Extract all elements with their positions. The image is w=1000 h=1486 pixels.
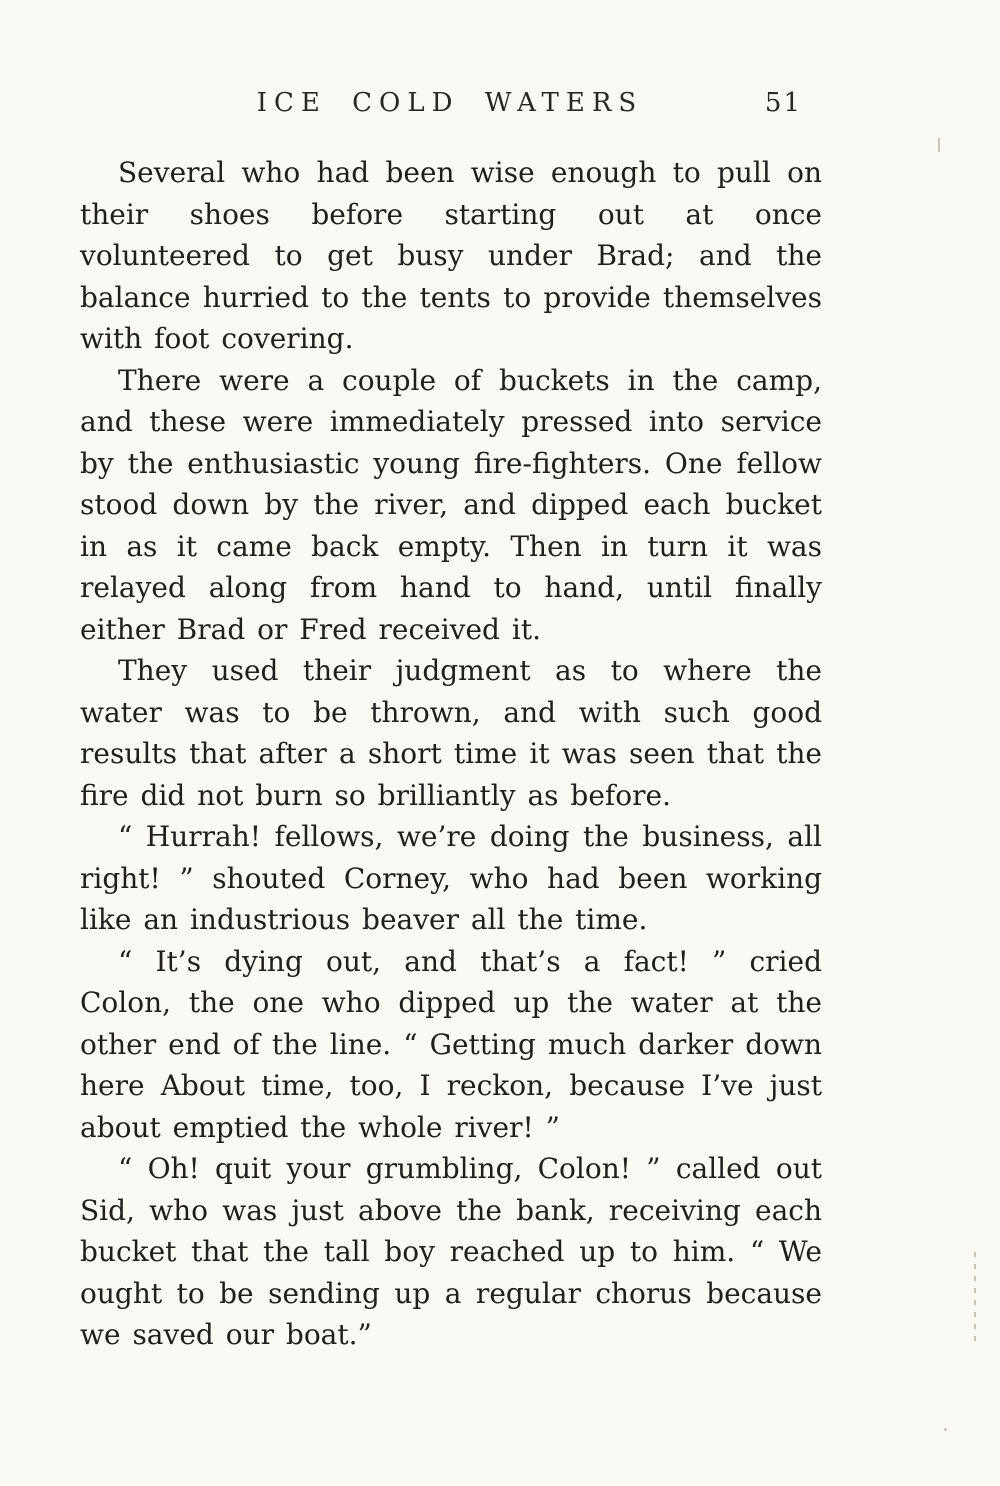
paragraph: There were a couple of buckets in the camp, and these were immediately pressed into service by the enthusiastic young fire-fighters. One fellow stood down by the river, and dipped each bucket in as it came back empty. Then in turn it was relayed along from hand to hand, until finally either Brad or Fred received it. — [80, 363, 822, 646]
paragraph: “ It’s dying out, and that’s a fact! ” cried Colon, the one who dipped up the water at the other end of the line. “ Getting much darker down here About time, too, I reckon, because I’ve just about emptied the whole river! ” — [80, 944, 822, 1144]
paragraph: “ Oh! quit your grumbling, Colon! ” called out Sid, who was just above the bank, receiving each bucket that the tall boy reached up to him. “ We ought to be sending up a regular chorus because we saved our boat.” — [80, 1152, 822, 1351]
running-header — [80, 88, 820, 122]
paragraph: They used their judgment as to where the water was to be thrown, and with such good results that after a short time it was seen that the fire did not burn so brilliantly as before. — [80, 654, 822, 812]
page-text — [80, 152, 822, 1356]
paragraph: “ Hurrah! fellows, we’re doing the business, all right! ” shouted Corney, who had been working like an industrious beaver all the time. — [80, 820, 822, 936]
running-header-title: ICE COLD WATERS — [256, 88, 644, 118]
scan-artifact — [944, 1428, 947, 1431]
page-number: 51 — [764, 88, 802, 118]
scan-artifact — [974, 1252, 976, 1348]
scan-artifact — [938, 138, 940, 152]
paragraph: Several who had been wise enough to pull on their shoes before starting out at once volunteered to get busy under Brad; and the balance hurried to the tents to provide themselves with foot covering. — [80, 156, 822, 355]
